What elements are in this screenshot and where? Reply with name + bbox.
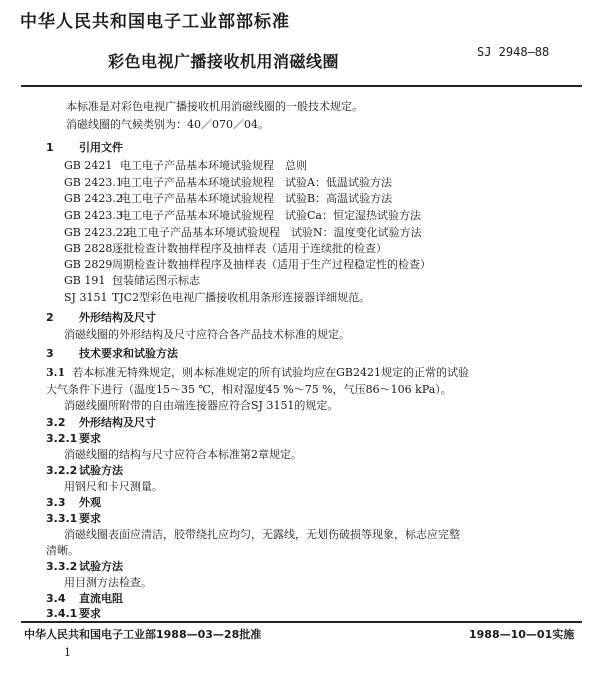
reference-title: 电工电子产品基本环境试验规程 试验B：高温试验方法 xyxy=(120,192,393,205)
reference-title: 逐批检查计数抽样程序及抽样表（适用于连续批的检查） xyxy=(112,242,387,255)
subsection-3-2-1 xyxy=(46,430,101,446)
section-heading-2 xyxy=(46,309,156,325)
section-title: 要求 xyxy=(79,512,101,525)
reference-code: GB 2828 xyxy=(64,242,113,255)
section-title: 试验方法 xyxy=(79,464,123,477)
reference-item xyxy=(64,174,392,190)
reference-title: 电工电子产品基本环境试验规程 试验A：低温试验方法 xyxy=(120,176,392,189)
subsection-3-2-2 xyxy=(46,462,123,478)
reference-code: GB 2829 xyxy=(64,258,113,271)
reference-item xyxy=(64,207,421,223)
clause-3-3-1-body-1: 消磁线圈表面应清洁，胶带绕扎应均匀，无露线，无划伤破损等现象，标志应完整 xyxy=(64,528,460,541)
document-title: 彩色电视广播接收机用消磁线圈 xyxy=(108,52,340,71)
clause-3-2-1-body: 消磁线圈的结构与尺寸应符合本标准第2章规定。 xyxy=(64,448,302,461)
reference-title: 包装储运图示标志 xyxy=(112,274,200,287)
reference-code: SJ 3151 xyxy=(64,291,108,304)
reference-title: 电工电子产品基本环境试验规程 试验Ca：恒定湿热试验方法 xyxy=(120,209,421,222)
reference-item xyxy=(64,256,431,272)
section-number: 3.3.2 xyxy=(46,560,78,573)
section-title: 外观 xyxy=(79,496,101,509)
reference-code: GB 191 xyxy=(64,274,106,287)
section-title: 外形结构及尺寸 xyxy=(79,416,156,429)
subsection-3-4-1 xyxy=(46,605,101,621)
section-number: 3 xyxy=(46,347,54,360)
subsection-3-2 xyxy=(46,414,156,430)
section-number: 3.4 xyxy=(46,592,66,605)
standard-issuer: 中华人民共和国电子工业部部标准 xyxy=(20,12,290,32)
reference-item xyxy=(64,240,387,256)
clause-3-3-1-body-2: 清晰。 xyxy=(46,544,79,557)
reference-title: 周期检查计数抽样程序及抽样表（适用于生产过程稳定性的检查） xyxy=(112,258,431,271)
intro-line-1: 本标准是对彩色电视广播接收机用消磁线圈的一般技术规定。 xyxy=(66,100,363,113)
section-number: 3.2.1 xyxy=(46,432,78,445)
reference-item xyxy=(64,224,422,240)
subsection-3-3-1 xyxy=(46,510,101,526)
subsection-3-4 xyxy=(46,590,123,606)
reference-item xyxy=(64,190,392,206)
clause-3-1-line-3: 消磁线圈所附带的自由端连接器应符合SJ 3151的规定。 xyxy=(64,399,339,412)
reference-item xyxy=(64,289,370,305)
reference-code: GB 2423.22 xyxy=(64,226,130,239)
intro-line-2: 消磁线圈的气候类别为：40／070／04。 xyxy=(66,118,269,131)
subsection-3-3 xyxy=(46,494,101,510)
reference-title: 电工电子产品基本环境试验规程 总则 xyxy=(120,159,307,172)
reference-code: GB 2421 xyxy=(64,159,113,172)
section-title: 外形结构及尺寸 xyxy=(79,311,156,324)
reference-item xyxy=(64,272,200,288)
section-title: 试验方法 xyxy=(79,560,123,573)
section-number: 3.3 xyxy=(46,496,66,509)
section-title: 直流电阻 xyxy=(79,592,123,605)
section-heading-3 xyxy=(46,345,178,361)
document-code: SJ 2948—88 xyxy=(477,45,550,59)
clause-text: 若本标准无特殊规定，则本标准规定的所有试验均应在GB2421规定的正常的试验 xyxy=(72,366,470,379)
section-heading-1 xyxy=(46,139,123,155)
section-number: 1 xyxy=(46,141,54,154)
reference-title: TJC2型彩色电视广播接收机用条形连接器详细规范。 xyxy=(112,291,371,304)
reference-item xyxy=(64,157,307,173)
page-number: 1 xyxy=(64,646,71,659)
reference-code: GB 2423.2 xyxy=(64,192,123,205)
header-divider xyxy=(21,85,582,87)
subsection-3-3-2 xyxy=(46,558,123,574)
footer-divider xyxy=(21,621,582,623)
effective-date: 1988—10—01实施 xyxy=(469,628,575,641)
section-title: 要求 xyxy=(79,607,101,620)
approval-date: 中华人民共和国电子工业部1988—03—28批准 xyxy=(24,628,262,641)
section-2-body: 消磁线圈的外形结构及尺寸应符合各产品技术标准的规定。 xyxy=(64,328,350,341)
section-title: 技术要求和试验方法 xyxy=(79,347,178,360)
section-title: 引用文件 xyxy=(79,141,123,154)
section-number: 3.4.1 xyxy=(46,607,78,620)
clause-number: 3.1 xyxy=(46,366,66,379)
section-number: 2 xyxy=(46,311,54,324)
section-title: 要求 xyxy=(79,432,101,445)
clause-3-1-line-1 xyxy=(46,364,469,380)
clause-3-2-2-body: 用钢尺和卡尺测量。 xyxy=(64,480,163,493)
reference-code: GB 2423.3 xyxy=(64,209,123,222)
clause-3-1-line-2: 大气条件下进行（温度15～35 ℃，相对湿度45 %～75 %，气压86～106 kPa）。 xyxy=(46,383,452,396)
section-number: 3.2 xyxy=(46,416,66,429)
reference-title: 电工电子产品基本环境试验规程 试验N：温度变化试验方法 xyxy=(126,226,422,239)
clause-3-3-2-body: 用目测方法检查。 xyxy=(64,576,152,589)
section-number: 3.3.1 xyxy=(46,512,78,525)
section-number: 3.2.2 xyxy=(46,464,78,477)
reference-code: GB 2423.1 xyxy=(64,176,123,189)
